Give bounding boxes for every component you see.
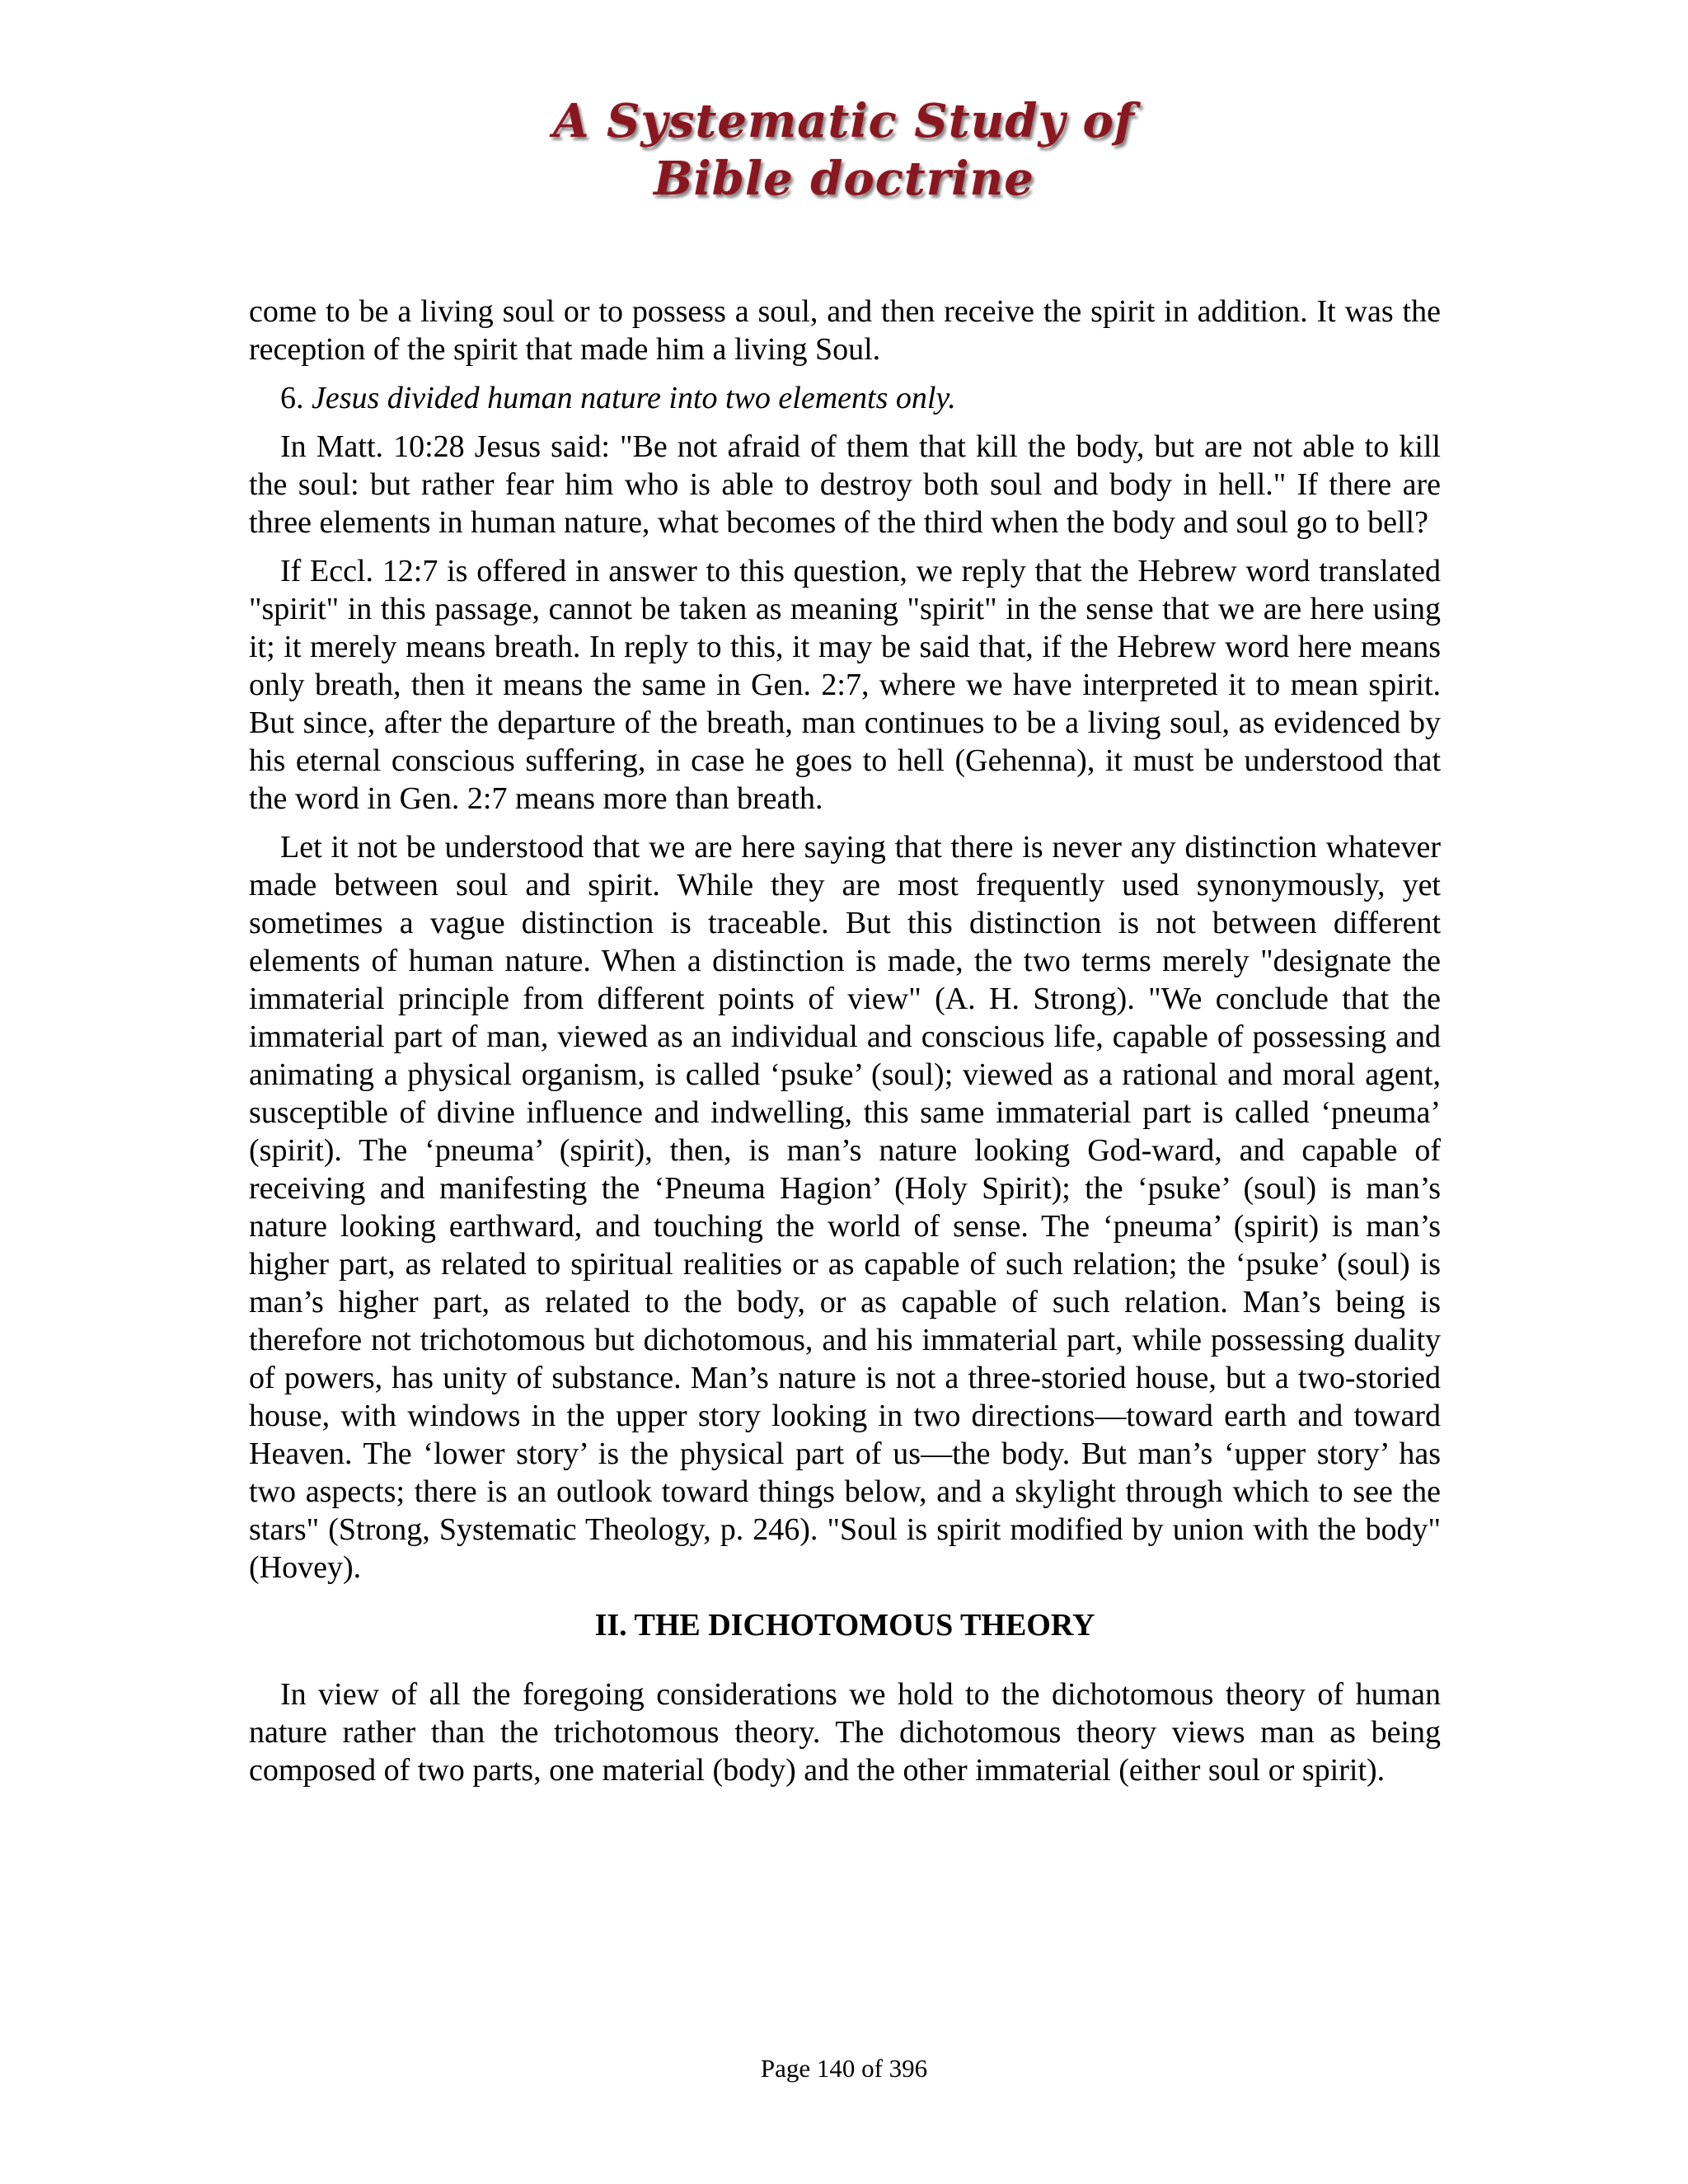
section-heading: II. THE DICHOTOMOUS THEORY bbox=[594, 1608, 1095, 1643]
point-6-heading bbox=[249, 379, 1441, 417]
banner-title-line-2: Bible doctrine bbox=[654, 152, 1034, 206]
paragraph-ecclesiastes: If Eccl. 12:7 is offered in answer to this question, we reply that the Hebrew word translated "spirit" in this passage, cannot be taken as meaning "spirit" in the sense that we are here using it; it merely means breath. In reply to this, it may be said that, if the Hebrew word here means only breath, then it means the same in Gen. 2:7, where we have interpreted it to mean spirit. But since, after the departure of the breath, man continues to be a living soul, as evidenced by his eternal conscious suffering, in case he goes to hell (Gehenna), it must be understood that the word in Gen. 2:7 means more than breath. bbox=[249, 554, 1441, 816]
title-banner bbox=[495, 92, 1193, 216]
paragraph-distinction: Let it not be understood that we are here saying that there is never any distinction whatever made between soul and spirit. While they are most frequently used synonymously, yet sometimes a vague distinction is traceable. But this distinction is not between different elements of human nature. When a distinction is made, the two terms merely "designate the immaterial principle from different points of view" (A. H. Strong). "We conclude that the immaterial part of man, viewed as an individual and conscious life, capable of possessing and animating a physical organism, is called ‘psuke’ (soul); viewed as a rational and moral agent, susceptible of divine influence and indwelling, this same immaterial part is called ‘pneuma’ (spirit). The ‘pneuma’ (spirit), then, is man’s nature looking God-ward, and capable of receiving and manifesting the ‘Pneuma Hagion’ (Holy Spirit); the ‘psuke’ (soul) is man’s nature looking earthward, and touching the world of sense. The ‘pneuma’ (spirit) is man’s higher part, as related to spiritual realities or as capable of such relation; the ‘psuke’ (soul) is man’s higher part, as related to the body, or as capable of such relation. Man’s being is therefore not trichotomous but dichotomous, and his immaterial part, while possessing duality of powers, has unity of substance. Man’s nature is not a three-storied house, but a two-storied house, with windows in the upper story looking in two directions—toward earth and toward Heaven. The ‘lower story’ is the physical part of us—the body. But man’s ‘upper story’ has two aspects; there is an outlook toward things below, and a skylight through which to see the stars" (Strong, Systematic Theology, p. 246). "Soul is spirit modified by union with the body" (Hovey). bbox=[249, 830, 1441, 1585]
paragraph-continuation: come to be a living soul or to possess a soul, and then receive the spirit in addition. It was the reception of the spirit that made him a living Soul. bbox=[249, 294, 1441, 367]
point-6-title: Jesus divided human nature into two elements only. bbox=[312, 381, 956, 415]
banner-title-line-1: A Systematic Study of bbox=[553, 94, 1135, 148]
paragraph-matthew: In Matt. 10:28 Jesus said: "Be not afraid of them that kill the body, but are not able to kill the soul: but rather fear him who is able to destroy both soul and body in hell." If there are three elements in human nature, what becomes of the third when the body and soul go to bell? bbox=[249, 429, 1441, 540]
paragraph-dichotomous: In view of all the foregoing considerations we hold to the dichotomous theory of human nature rather than the trichotomous theory. The dichotomous theory views man as being composed of two parts, one material (body) and the other immaterial (either soul or spirit). bbox=[249, 1677, 1441, 1788]
document-body bbox=[249, 293, 1441, 1800]
page-number: Page 140 of 396 bbox=[760, 2054, 928, 2083]
point-6-number: 6. bbox=[280, 381, 312, 415]
